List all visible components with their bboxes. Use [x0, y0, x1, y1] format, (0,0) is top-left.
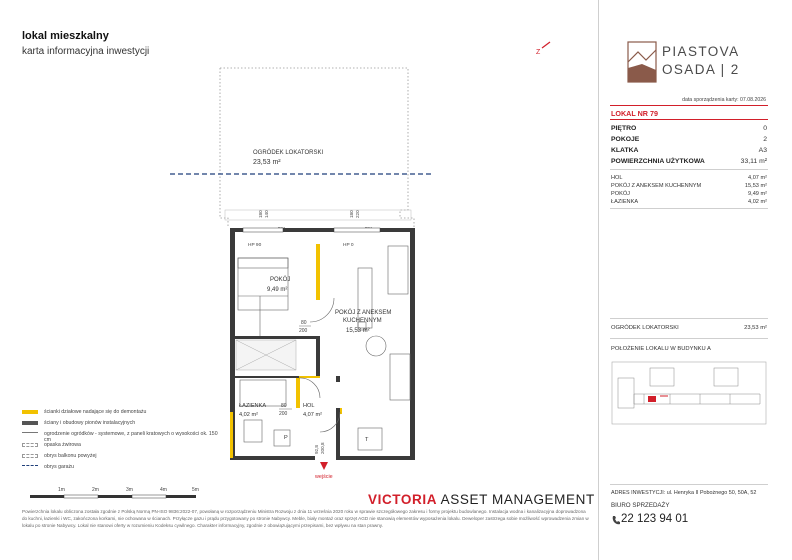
phone-icon: [611, 515, 620, 526]
room-value: 4,02 m²: [748, 199, 767, 205]
hp-left: HP 90: [248, 243, 262, 248]
legend-item: [22, 464, 222, 475]
door2-a: 80: [281, 403, 287, 409]
legend-swatch: [22, 410, 38, 414]
door1-a: 80: [301, 320, 307, 326]
legend-text: obrys balkonu powyżej: [44, 453, 97, 459]
legend-swatch: [22, 465, 38, 469]
room-value: 15,53 m²: [744, 183, 767, 189]
grey-rule-2: [610, 208, 768, 209]
door1-b: 200: [299, 328, 308, 334]
legend-item: [22, 442, 222, 453]
scale-label: 3m: [126, 487, 133, 493]
panel-divider: [598, 0, 599, 560]
room-value: 9,49 m²: [748, 191, 767, 197]
room-hol-area: 4,07 m²: [303, 412, 322, 418]
creation-date: data sporządzenia karty: 07.08.2026: [682, 97, 766, 103]
shaft-hatch: [236, 340, 296, 370]
footer-note: Powierzchnia lokalu obliczona została zgodnie z Polską Normą PN-ISO 9836:2022-07, powołaną w rozporządzeniu Ministra Rozwoju z dnia 11 września 2020 roku w sprawie szczegółowego zakresu i formy projektu budowlanego. Instalacja wodna i kanalizacyjna doprowadzona do kuchni, łazienki i WC, zakończona korkami, nie ochowana w ścianach. Przyłącze gazu i prądu przygotowany po stronie Nabywcy. Meble, biały montaż oraz sprzęt AGD nie stanowią elementów wyposażenia lokalu. Deweloper zastrzega sobie możliwość wprowadzenia zmian w lokalu po stronie Nabywcy. Lokal nie stanowi oferty w rozumieniu Kodeksu cywilnego. Charakter informacyjny, zgodnie z obowiązującymi przepisami, bez wpływu na stan prawny.: [22, 509, 589, 528]
legend: [22, 409, 222, 475]
legend-swatch: [22, 443, 38, 447]
unit-marker: [648, 396, 656, 402]
entrance-label: wejście: [315, 474, 333, 480]
legend-text: ogrodzenie ogródków - systemowe, z paneli kratowych o wysokości ok. 150 cm: [44, 431, 218, 443]
red-rule-mid: [610, 119, 768, 120]
property-value: A3: [758, 147, 767, 154]
scale-label: 1m: [58, 487, 65, 493]
dim-left-b: 140: [264, 210, 269, 218]
garden-area: 23,53 m²: [253, 159, 281, 166]
garden-row-value: 23,53 m²: [744, 325, 767, 331]
svg-text:Z: Z: [536, 49, 541, 56]
property-label: POKOJE: [611, 136, 640, 143]
dim-right-a: 180: [349, 210, 354, 218]
scale-label: 4m: [160, 487, 167, 493]
room-label: POKÓJ Z ANEKSEM KUCHENNYM: [611, 183, 702, 189]
room-value: 4,07 m²: [748, 175, 767, 181]
scale-label: 5m: [192, 487, 199, 493]
door3-a: 92,8: [314, 445, 319, 454]
property-value: 0: [763, 125, 767, 132]
entrance-arrow-icon: [320, 462, 328, 470]
sales-office-title: BIURO SPRZEDAŻY: [611, 502, 670, 509]
room-kitchen-label-1: POKÓJ Z ANEKSEM: [335, 310, 392, 316]
dim-left-a: 180: [258, 210, 263, 218]
room-bath-area: 4,02 m²: [239, 412, 258, 418]
legend-swatch: [22, 432, 38, 435]
door2-b: 200: [279, 411, 288, 417]
lokal-title: LOKAL NR 79: [611, 109, 658, 118]
hall-mark: T: [365, 437, 369, 443]
legend-item: [22, 420, 222, 431]
property-row: [611, 136, 767, 143]
legend-item: [22, 453, 222, 464]
room-row: [611, 191, 767, 197]
logo-line2: OSADA | 2: [662, 62, 740, 77]
legend-text: opaska żwirowa: [44, 442, 81, 448]
sales-phone[interactable]: 22 123 94 01: [621, 513, 689, 525]
document-subtitle: karta informacyjna inwestycji: [22, 46, 150, 57]
bath-mark: P: [284, 435, 288, 441]
red-rule-top: [610, 105, 768, 106]
room-label: ŁAZIENKA: [611, 199, 639, 205]
legend-item: [22, 431, 222, 442]
garden-row: [611, 325, 767, 331]
room-label: POKÓJ: [611, 191, 630, 197]
grey-rule-5: [610, 484, 768, 485]
room-label: HOL: [611, 175, 623, 181]
dim-right-b: 220: [355, 210, 360, 218]
room-kitchen-area: 15,53 m²: [346, 328, 370, 334]
logo-line1: PIASTOVA: [662, 44, 740, 59]
room-row: [611, 175, 767, 181]
garden-row-label: OGRÓDEK LOKATORSKI: [611, 325, 679, 331]
hp-right: HP 0: [343, 243, 354, 248]
scale-label: 2m: [92, 487, 99, 493]
room-kitchen-label-2: KUCHENNYM: [343, 318, 382, 324]
garden-label: OGRÓDEK LOKATORSKI: [253, 150, 324, 156]
legend-text: ścianki działowe nadające się do demontażu: [44, 409, 147, 415]
legend-text: ściany i obudowy pionów instalacyjnych: [44, 420, 136, 426]
property-row: [611, 158, 767, 165]
property-row: [611, 147, 767, 154]
property-label: KLATKA: [611, 147, 639, 154]
property-value: 2: [763, 136, 767, 143]
brand-bold: VICTORIA: [368, 492, 438, 507]
room-hol-label: HOL: [303, 403, 315, 409]
room-row: [611, 199, 767, 205]
logo-wordmark: [662, 43, 740, 79]
scale-bar: [22, 487, 202, 503]
building-location-map: [610, 358, 768, 428]
legend-item: [22, 409, 222, 420]
location-title: POŁOŻENIE LOKALU W BUDYNKU A: [611, 346, 711, 352]
document-title: lokal mieszkalny: [22, 30, 109, 42]
grey-rule-1: [610, 169, 768, 170]
property-label: PIĘTRO: [611, 125, 637, 132]
door3-b: 200,8: [320, 442, 325, 454]
property-label: POWIERZCHNIA UŻYTKOWA: [611, 158, 705, 165]
room-row: [611, 183, 767, 189]
room-pokoj-label: POKÓJ: [270, 277, 291, 283]
investment-address: ADRES INWESTYCJI: ul. Henryka II Pobożnego 50, 50A, 52: [611, 490, 757, 496]
gravel-band: [225, 210, 411, 220]
legend-swatch: [22, 454, 38, 458]
property-value: 33,11 m²: [740, 158, 767, 165]
legend-swatch: [22, 421, 38, 425]
room-bath-label: ŁAZIENKA: [239, 403, 267, 409]
scale-bar-graphic: [22, 487, 202, 503]
brand-rest: ASSET MANAGEMENT: [437, 492, 595, 507]
brand-logo: [368, 492, 595, 507]
property-row: [611, 125, 767, 132]
garden-fence: [220, 68, 414, 228]
grey-rule-4: [610, 338, 768, 339]
room-pokoj-area: 9,49 m²: [267, 287, 288, 293]
north-arrow-icon: [536, 42, 550, 56]
legend-text: obrys garażu: [44, 464, 74, 470]
grey-rule-3: [610, 318, 768, 319]
